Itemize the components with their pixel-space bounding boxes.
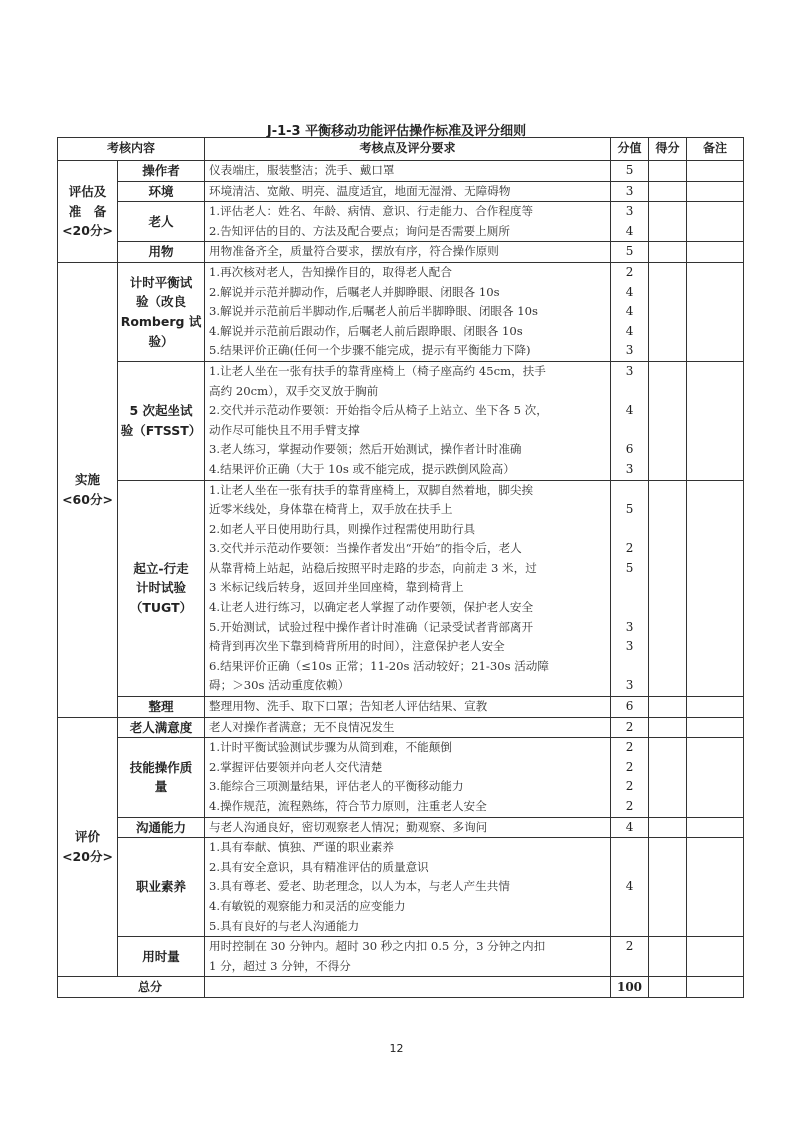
requirement-line: 动作尽可能快且不用手臂支撑 bbox=[209, 422, 360, 437]
item-name-line: 起立-行走 bbox=[133, 560, 189, 576]
total-row bbox=[58, 977, 744, 998]
requirement-line: 1.让老人坐在一张有扶手的靠背座椅上（椅子座高约 45cm，扶手 bbox=[209, 363, 546, 378]
score-input-cell[interactable] bbox=[649, 697, 687, 718]
value-line bbox=[615, 598, 644, 618]
remark-cell[interactable] bbox=[687, 161, 744, 182]
value-line: 2 bbox=[625, 740, 634, 755]
requirement-line: 2.如老人平日使用助行具，则操作过程需使用助行具 bbox=[209, 521, 476, 536]
value-line: 4 bbox=[625, 284, 634, 299]
requirement-line: 整理用物、洗手、取下口罩；告知老人评估结果、宣教 bbox=[209, 699, 488, 714]
value-line: 3 bbox=[625, 363, 634, 378]
requirement-cell bbox=[205, 937, 611, 977]
requirement-cell bbox=[205, 181, 611, 202]
requirement-cell bbox=[205, 717, 611, 738]
remark-cell[interactable] bbox=[687, 838, 744, 937]
item-name-line: 验（FTSST） bbox=[120, 422, 202, 438]
value-cell bbox=[611, 838, 649, 937]
requirement-cell bbox=[205, 161, 611, 182]
value-line bbox=[615, 578, 644, 598]
table-row bbox=[58, 697, 744, 718]
requirement-line: 椅背到再次坐下靠到椅背所用的时间），注意保护老人安全 bbox=[209, 639, 505, 654]
requirement-line: 用时控制在 30 分钟内。超时 30 秒之内扣 0.5 分，3 分钟之内扣 bbox=[209, 939, 546, 954]
value-line: 5 bbox=[625, 163, 634, 177]
value-cell bbox=[611, 937, 649, 977]
remark-cell[interactable] bbox=[687, 717, 744, 738]
requirement-cell bbox=[205, 242, 611, 263]
item-name-line: Romberg 试 bbox=[120, 313, 202, 329]
section-label-cell bbox=[58, 262, 118, 717]
value-line: 5 bbox=[625, 560, 634, 575]
value-line bbox=[615, 957, 644, 977]
total-remark-cell[interactable] bbox=[687, 977, 744, 998]
value-line bbox=[615, 481, 644, 501]
value-line bbox=[615, 421, 644, 441]
section-label-line: 评价 bbox=[74, 829, 100, 845]
remark-cell[interactable] bbox=[687, 817, 744, 838]
table-row bbox=[58, 937, 744, 977]
table-row bbox=[58, 161, 744, 182]
item-name-line: 用物 bbox=[148, 244, 174, 260]
value-line: 3 bbox=[625, 343, 634, 358]
remark-cell[interactable] bbox=[687, 202, 744, 242]
value-line: 4 bbox=[625, 304, 634, 319]
requirement-line: 5.结果评价正确(任何一个步骤不能完成，提示有平衡能力下降) bbox=[209, 343, 531, 358]
requirement-line: 4.有敏锐的观察能力和灵活的应变能力 bbox=[209, 898, 406, 913]
requirement-line: 1.再次核对老人，告知操作目的，取得老人配合 bbox=[209, 264, 452, 279]
item-name-line: 验（改良 bbox=[136, 294, 187, 310]
item-name-cell bbox=[118, 738, 205, 817]
item-name-line: 整理 bbox=[148, 699, 174, 715]
item-name-cell bbox=[118, 242, 205, 263]
score-input-cell[interactable] bbox=[649, 161, 687, 182]
remark-cell[interactable] bbox=[687, 697, 744, 718]
score-input-cell[interactable] bbox=[649, 738, 687, 817]
table-row bbox=[58, 838, 744, 937]
total-empty-cell bbox=[205, 977, 611, 998]
table-row bbox=[58, 480, 744, 697]
requirement-line: 2.解说并示范并脚动作，后嘱老人并脚睁眼、闭眼各 10s bbox=[209, 284, 500, 299]
item-name-line: （TUGT） bbox=[129, 600, 193, 616]
requirement-line: 近零米线处，身体靠在椅背上，双手放在扶手上 bbox=[209, 502, 453, 517]
value-line: 2 bbox=[625, 264, 634, 279]
table-header-row bbox=[58, 138, 744, 161]
requirement-line: 3.老人练习，掌握动作要领；然后开始测试，操作者计时准确 bbox=[209, 442, 522, 457]
value-line bbox=[615, 897, 644, 917]
score-input-cell[interactable] bbox=[649, 817, 687, 838]
section-label-line: <20分> bbox=[62, 848, 113, 864]
requirement-line: 用物准备齐全，质量符合要求，摆放有序，符合操作原则 bbox=[209, 244, 499, 259]
item-name-line: 沟通能力 bbox=[136, 819, 187, 835]
section-label-cell bbox=[58, 717, 118, 977]
value-line: 2 bbox=[625, 541, 634, 556]
table-row bbox=[58, 202, 744, 242]
requirement-line: 3 米标记线后转身，返回并坐回座椅，靠到椅背上 bbox=[209, 580, 464, 595]
requirement-cell bbox=[205, 262, 611, 361]
requirement-line: 4.结果评价正确（大于 10s 或不能完成，提示跌倒风险高） bbox=[209, 461, 515, 476]
requirement-line: 仪表端庄，服装整洁；洗手、戴口罩 bbox=[209, 163, 395, 177]
value-line: 6 bbox=[625, 699, 634, 714]
value-line bbox=[615, 917, 644, 937]
value-cell bbox=[611, 697, 649, 718]
value-line: 4 bbox=[625, 323, 634, 338]
section-label-line: 准 备 bbox=[68, 203, 107, 219]
value-line: 2 bbox=[625, 759, 634, 774]
value-line: 2 bbox=[625, 799, 634, 813]
requirement-line: 4.解说并示范前后跟动作，后嘱老人前后跟睁眼、闭眼各 10s bbox=[209, 323, 523, 338]
value-cell bbox=[611, 817, 649, 838]
score-input-cell[interactable] bbox=[649, 202, 687, 242]
requirement-line: 1.让老人坐在一张有扶手的靠背座椅上，双脚自然着地，脚尖挨 bbox=[209, 482, 534, 497]
score-input-cell[interactable] bbox=[649, 838, 687, 937]
requirement-line: 高约 20cm），双手交叉放于胸前 bbox=[209, 383, 379, 398]
value-cell bbox=[611, 738, 649, 817]
table-row bbox=[58, 242, 744, 263]
item-name-cell bbox=[118, 361, 205, 480]
value-line bbox=[615, 382, 644, 402]
remark-cell[interactable] bbox=[687, 262, 744, 361]
header-requirements: 考核点及评分要求 bbox=[205, 138, 611, 161]
section-label-line: <20分> bbox=[62, 223, 113, 239]
value-line: 3 bbox=[625, 183, 634, 198]
header-value: 分值 bbox=[611, 138, 649, 161]
requirement-line: 2.掌握评估要领并向老人交代清楚 bbox=[209, 759, 383, 774]
section-label-line: 评估及 bbox=[68, 184, 107, 200]
requirement-cell bbox=[205, 361, 611, 480]
item-name-cell bbox=[118, 717, 205, 738]
requirement-line: 3.交代并示范动作要领：当操作者发出“开始”的指令后，老人 bbox=[209, 541, 522, 556]
item-name-cell bbox=[118, 697, 205, 718]
requirement-line: 2.交代并示范动作要领：开始指令后从椅子上站立、坐下各 5 次， bbox=[209, 403, 548, 418]
requirement-cell bbox=[205, 738, 611, 817]
score-input-cell[interactable] bbox=[649, 361, 687, 480]
value-line: 5 bbox=[625, 244, 634, 259]
requirement-cell bbox=[205, 697, 611, 718]
header-remark: 备注 bbox=[687, 138, 744, 161]
requirement-line: 4.操作规范，流程熟练，符合节力原则，注重老人安全 bbox=[209, 799, 487, 813]
value-line bbox=[615, 858, 644, 878]
score-input-cell[interactable] bbox=[649, 717, 687, 738]
value-line: 6 bbox=[625, 442, 634, 457]
item-name-cell bbox=[118, 262, 205, 361]
item-name-cell bbox=[118, 937, 205, 977]
requirement-line: 5.具有良好的与老人沟通能力 bbox=[209, 918, 360, 933]
item-name-cell bbox=[118, 161, 205, 182]
scoring-table bbox=[57, 137, 744, 998]
requirement-cell bbox=[205, 202, 611, 242]
requirement-line: 3.具有尊老、爱老、助老理念，以人为本，与老人产生共情 bbox=[209, 879, 510, 894]
value-cell bbox=[611, 361, 649, 480]
score-input-cell[interactable] bbox=[649, 181, 687, 202]
item-name-cell bbox=[118, 480, 205, 697]
section-label-cell bbox=[58, 161, 118, 263]
requirement-line: 碍；＞30s 活动重度依赖） bbox=[209, 678, 350, 693]
value-cell bbox=[611, 242, 649, 263]
remark-cell[interactable] bbox=[687, 738, 744, 817]
requirement-cell bbox=[205, 817, 611, 838]
table-row bbox=[58, 738, 744, 817]
value-line: 3 bbox=[625, 204, 634, 219]
table-row bbox=[58, 817, 744, 838]
item-name-line: 计时试验 bbox=[136, 580, 187, 596]
table-row bbox=[58, 262, 744, 361]
item-name-line: 环境 bbox=[148, 183, 174, 199]
requirement-cell bbox=[205, 838, 611, 937]
requirement-line: 1.评估老人：姓名、年龄、病情、意识、行走能力、合作程度等 bbox=[209, 204, 534, 219]
requirement-line: 2.具有安全意识，具有精准评估的质量意识 bbox=[209, 859, 429, 874]
value-line: 3 bbox=[625, 639, 634, 654]
item-name-line: 老人 bbox=[148, 213, 174, 229]
remark-cell[interactable] bbox=[687, 181, 744, 202]
total-label: 总分 bbox=[58, 977, 205, 998]
item-name-line: 5 次起坐试 bbox=[129, 403, 193, 419]
item-name-cell bbox=[118, 817, 205, 838]
value-line: 4 bbox=[625, 223, 634, 238]
value-line bbox=[615, 838, 644, 858]
item-name-line: 老人满意度 bbox=[129, 719, 193, 735]
score-input-cell[interactable] bbox=[649, 937, 687, 977]
value-line: 4 bbox=[625, 819, 634, 834]
value-line: 5 bbox=[625, 502, 634, 517]
requirement-line: 1 分，超过 3 分钟，不得分 bbox=[209, 958, 351, 973]
remark-cell[interactable] bbox=[687, 480, 744, 697]
value-cell bbox=[611, 262, 649, 361]
requirement-line: 2.告知评估的目的、方法及配合要点；询问是否需要上厕所 bbox=[209, 223, 510, 238]
score-input-cell[interactable] bbox=[649, 262, 687, 361]
score-input-cell[interactable] bbox=[649, 242, 687, 263]
value-cell bbox=[611, 202, 649, 242]
value-line: 3 bbox=[625, 678, 634, 693]
section-label-line: 实施 bbox=[74, 472, 100, 488]
item-name-cell bbox=[118, 181, 205, 202]
score-input-cell[interactable] bbox=[649, 480, 687, 697]
total-value: 100 bbox=[611, 977, 649, 998]
item-name-cell bbox=[118, 202, 205, 242]
requirement-line: 5.开始测试，试验过程中操作者计时准确（记录受试者背部离开 bbox=[209, 619, 534, 634]
item-name-line: 操作者 bbox=[142, 163, 180, 178]
requirement-cell bbox=[205, 480, 611, 697]
value-line: 4 bbox=[625, 403, 634, 418]
requirement-line: 环境清洁、宽敞、明亮、温度适宜，地面无湿滑、无障碍物 bbox=[209, 183, 511, 198]
item-name-cell bbox=[118, 838, 205, 937]
item-name-line: 职业素养 bbox=[136, 879, 187, 895]
value-line: 2 bbox=[625, 719, 634, 734]
value-line: 3 bbox=[625, 461, 634, 476]
value-line: 2 bbox=[625, 939, 634, 954]
requirement-line: 与老人沟通良好，密切观察老人情况；勤观察、多询问 bbox=[209, 819, 488, 834]
header-content: 考核内容 bbox=[58, 138, 205, 161]
item-name-line: 技能操作质 bbox=[129, 759, 193, 775]
requirement-line: 3.解说并示范前后半脚动作,后嘱老人前后半脚睁眼、闭眼各 10s bbox=[209, 304, 538, 319]
value-line bbox=[615, 520, 644, 540]
remark-cell[interactable] bbox=[687, 937, 744, 977]
value-line: 2 bbox=[625, 779, 634, 794]
requirement-line: 1.具有奉献、慎独、严谨的职业素养 bbox=[209, 840, 394, 855]
remark-cell[interactable] bbox=[687, 242, 744, 263]
value-line: 4 bbox=[625, 879, 634, 894]
section-label-line: <60分> bbox=[62, 491, 113, 507]
table-row bbox=[58, 181, 744, 202]
requirement-line: 4.让老人进行练习，以确定老人掌握了动作要领，保护老人安全 bbox=[209, 600, 534, 615]
document-title: J-1-3 平衡移动功能评估操作标准及评分细则 bbox=[266, 124, 527, 139]
requirement-line: 3.能综合三项测量结果，评估老人的平衡移动能力 bbox=[209, 779, 464, 794]
table-row bbox=[58, 361, 744, 480]
value-cell bbox=[611, 161, 649, 182]
item-name-line: 用时量 bbox=[142, 948, 180, 964]
requirement-line: 老人对操作者满意；无不良情况发生 bbox=[209, 719, 395, 734]
remark-cell[interactable] bbox=[687, 361, 744, 480]
total-score-cell[interactable] bbox=[649, 977, 687, 998]
value-line: 3 bbox=[625, 619, 634, 634]
table-row bbox=[58, 717, 744, 738]
value-cell bbox=[611, 181, 649, 202]
value-line bbox=[615, 657, 644, 677]
requirement-line: 从靠背椅上站起，站稳后按照平时走路的步态，向前走 3 米，过 bbox=[209, 560, 537, 575]
item-name-line: 验） bbox=[148, 333, 174, 349]
item-name-line: 量 bbox=[154, 779, 168, 795]
value-cell bbox=[611, 480, 649, 697]
header-score: 得分 bbox=[649, 138, 687, 161]
value-cell bbox=[611, 717, 649, 738]
item-name-line: 计时平衡试 bbox=[129, 274, 193, 290]
requirement-line: 1.计时平衡试验测试步骤为从简到难，不能颠倒 bbox=[209, 740, 452, 755]
requirement-line: 6.结果评价正确（≤10s 正常；11-20s 活动较好；21-30s 活动障 bbox=[209, 658, 549, 673]
page-number: 12 bbox=[389, 1042, 404, 1055]
